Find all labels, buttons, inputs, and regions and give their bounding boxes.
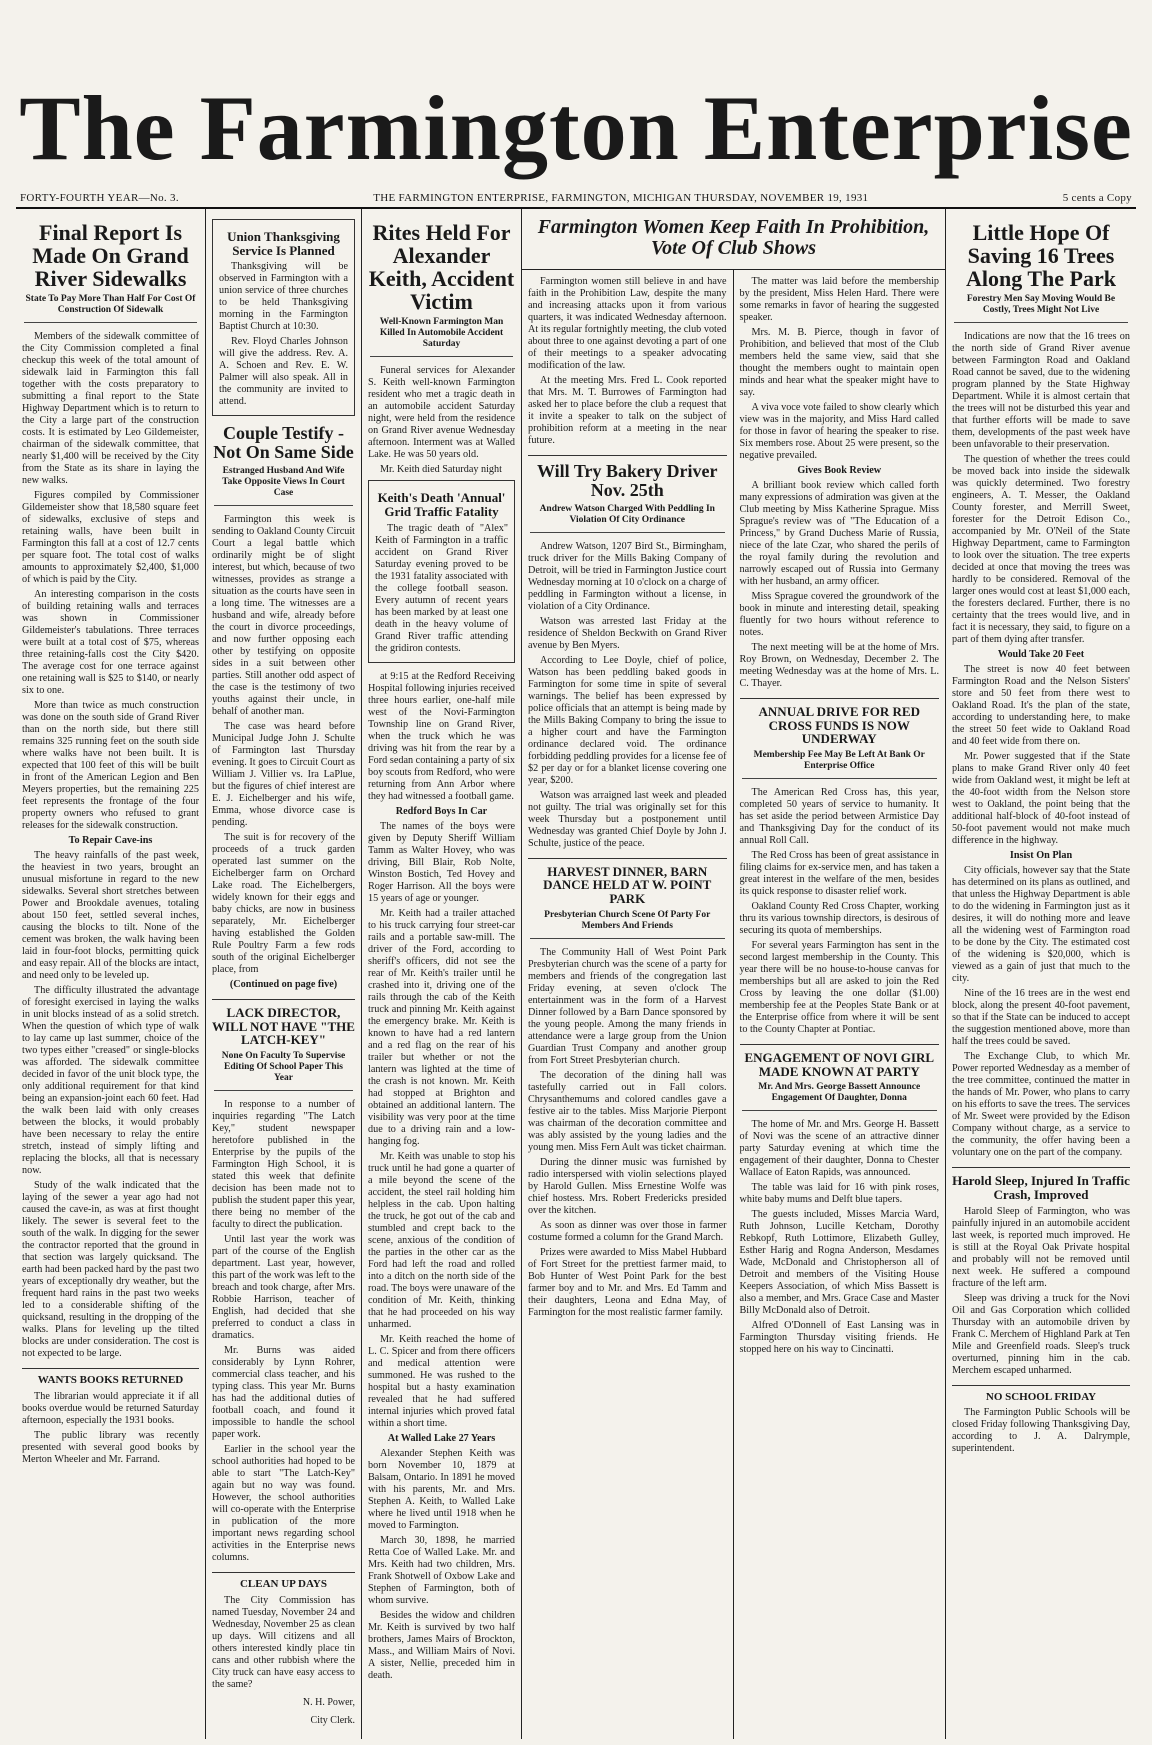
keith-paragraph: March 30, 1898, he married Retta Coe of Walled Lake. Mr. and Mrs. Keith had two children, Mrs. Frank Shotwell of Oxbow Lake and Stephen of Farmington, both of whom survive.: [368, 1534, 515, 1606]
school-headline: NO SCHOOL FRIDAY: [985, 1390, 1097, 1403]
red-cross-headline: ANNUAL DRIVE FOR RED CROSS FUNDS IS NOW UNDERWAY: [758, 704, 920, 747]
divider: [528, 455, 727, 456]
cleanup-signature-name: N. H. Power,: [302, 1696, 355, 1708]
couple-paragraph: Farmington this week is sending to Oakland County Circuit Court a legal battle which ordinarily might be of slight interest, but which, because of two witnesses, provides as strange a situation as the courts have seen in a long time. The witnesses are a husband and wife, already before the court in divorce proceedings, and now further opposing each other by testifying on opposite sides in a suit between other parties. Still another odd aspect of the case is the testimony of two youths against their uncle, in behalf of another man.: [212, 514, 355, 718]
engagement-paragraph: Alfred O'Donnell of East Lansing was in Farmington Thursday visiting friends. He stopped here on his way to Cincinatti.: [739, 1320, 939, 1356]
trees-headline: Little Hope Of Saving 16 Trees Along The Park: [966, 220, 1116, 292]
latchkey-paragraph: Until last year the work was part of the course of the English department. Last year, however, this part of the work was left to the breach and took charge, after Mrs. Robbie Harrison, teacher of English, had decided that she preferred to conduct a class in dramatics.: [212, 1233, 355, 1341]
divider: [952, 1167, 1130, 1168]
harvest-paragraph: As soon as dinner was over those in farmer costume formed a column for the Grand March.: [528, 1219, 727, 1243]
trees-subhead: Insist On Plan: [1009, 850, 1073, 862]
volume-number: FORTY-FOURTH YEAR—No. 3.: [20, 192, 179, 204]
red-cross-paragraph: For several years Farmington has sent in the second largest membership in the County. This year there will be no house-to-house canvas for memberships but all are asked to join the Red Cross by leaving the one dollar ($1.00) membership fee at the Peoples State Bank or at the Enterprise office from where it will be sent to the County Chapter at Pontiac.: [739, 939, 939, 1035]
column-3: [362, 209, 522, 1739]
sidewalk-subhead: To Repair Cave-ins: [68, 835, 153, 847]
red-cross-paragraph: The Red Cross has been of great assistance in filing claims for ex-service men, and has taken a great interest in the welfare of the men, besides its quick response to disaster relief work.: [739, 849, 939, 897]
sidewalk-headline: Final Report Is Made On Grand River Sidewalks: [32, 220, 189, 292]
divider: [952, 1385, 1130, 1386]
harvest-paragraph: The Community Hall of West Point Park Presbyterian church was the scene of a party for members and friends of the congregation last Friday evening, at seven o'clock The entertainment was in the form of a Harvest Dinner followed by a Barn Dance sponsored by the young people. Among the many friends in attendance were a large group from the Union Guardian Trust Company and another group from Fort Street Presbyterian church.: [528, 946, 727, 1066]
prohibition-paragraph: Farmington women still believe in and have faith in the Prohibition Law, despite the many and increasing attacks upon it from various quarters, it was indicated Wednesday afternoon. At its regular fortnightly meeting, the club voted about three to one against devoting a part of one of their meetings to a speaker advocating modification of the law.: [528, 276, 727, 371]
grid-fatality-headline: Keith's Death 'Annual' Grid Traffic Fatality: [377, 490, 506, 520]
cleanup-signature-title: City Clerk.: [310, 1714, 355, 1726]
books-paragraph: The public library was recently presented with several good books by Merton Wheeler and Mr. Farrand.: [22, 1429, 199, 1465]
keith-paragraph: at 9:15 at the Redford Receiving Hospital following injuries received three hours earlier, one-half mile west of the Novi-Farmington Township line on Grand River, when the truck which he was driving was hit from the rear by a Ford sedan containing a party of six boy scouts from Redford, who were returning from Ann Arbor where they had witnessed a football game.: [368, 670, 515, 802]
thanksgiving-box: [212, 219, 355, 416]
book-review-subhead: Gives Book Review: [797, 465, 882, 476]
columns: [16, 209, 1136, 1739]
latchkey-paragraph: Mr. Burns was aided considerably by Lynn Rohrer, commercial class teacher, and his typing class. This year Mr. Burns has had the additional duties of football coach, and found it impossible to handle the school paper work.: [212, 1344, 355, 1440]
keith-paragraph: Alexander Stephen Keith was born November 10, 1879 at Balsam, Ontario. In 1891 he moved with his parents, Mr. and Mrs. Stephen A. Keith, to Walled Lake where he lived until 1918 when he moved to Farmington.: [368, 1447, 515, 1531]
dateline: [16, 192, 1136, 204]
couple-paragraph: The suit is for recovery of the proceeds of a truck garden operated last summer on the Eichelberger farm on Orchard Lake road. The Eichelbergers, widely known for their eggs and baby chicks, are now in business separately, Mr. Eichelberger having established the Golden Rule Poultry Farm a few rods south of the original Eichelberger place, from: [212, 832, 355, 976]
trees-paragraph: The street is now 40 feet between Farmington Road and the Nelson Sisters' store and 50 feet from there west to Oakland Road. It's the plan of the state, according to understanding here, to make the street 50 feet wide to Oakland Road and 40 feet wide from there on.: [952, 664, 1130, 748]
red-cross-deck: Membership Fee May Be Left At Bank Or Enterprise Office: [742, 750, 938, 779]
sidewalk-paragraph: An interesting comparison in the costs of building retaining walls and terraces was shown in Commissioner Gildemeister's tabulations. Three terraces were built at a total cost of $75, whereas three retaining-falls cost the City $420. The average cost for one terrace against one retaining wall is $25 to $140, or nearly six to one.: [22, 589, 199, 697]
trees-paragraph: The question of whether the trees could be moved back into inside the sidewalk was quickly determined. Two forestry engineers, A. T. Messer, the Oakland County forester, and Merrill Sweet, forester for the Detroit Edison Co., accompanied by Mr. O'Neil of the State Highway Department, came to Farmington to look over the situation. The tree experts decided at once that moving the trees was hardly to be considered. Removal of the larger ones would cost at least $1,000 each, the foresters declared. Further, there is no certainty that the trees would live, and in fact it is necessary, they said, to figure on a part of them dying after transfer.: [952, 454, 1130, 646]
keith-headline: Rites Held For Alexander Keith, Accident Victim: [368, 220, 515, 315]
column-4-5: [522, 209, 946, 1739]
price: 5 cents a Copy: [1062, 192, 1132, 204]
couple-deck: Estranged Husband And Wife Take Opposite Views In Court Case: [214, 466, 353, 506]
trees-paragraph: Mr. Power suggested that if the State plans to make Grand River only 40 feet wide from Oakland west, it might be left at the 40-foot width from the Nelson store west to Oakland, the point being that the additional half-block of 40-foot instead of 50-foot pavement would not make much difference in the highway.: [952, 751, 1130, 847]
keith-paragraph: Mr. Keith had a trailer attached to his truck carrying four street-car rails and a portable saw-mill. The driver of the Ford, according to sheriff's officers, did not see the rear of Mr. Keith's trailer until he crashed into it, driving one of the rails through the cab of the Keith truck and pinning Mr. Keith against the emergency brake. Mr. Keith is known to have had a red lantern and a red flag on the rear of his trailer but whether or not the lantern was lighted at the time of the crash is not known. Mr. Keith had stopped at Brighton and obtained an additional lantern. The visibility was very poor at the time due to a driving rain and a low-hanging fog.: [368, 907, 515, 1147]
prohibition-paragraph: The matter was laid before the membership by the president, Miss Helen Hard. There were some remarks in favor of hearing the suggested speaker.: [739, 276, 939, 323]
red-cross-paragraph: Oakland County Red Cross Chapter, working thru its various township directors, is desirous of securing its quota of memberships.: [739, 900, 939, 936]
keith-paragraph: Funeral services for Alexander S. Keith well-known Farmington resident who met a tragic death in an automobile accident Saturday night, were held from the residence on Grand River avenue Wednesday afternoon. Interment was at Walled Lake. He was 50 years old.: [368, 365, 515, 461]
bakery-paragraph: According to Lee Doyle, chief of police, Watson has been peddling baked goods in Farmington for some time in spite of several warnings. The belief has been expressed by police officials that an attempt is being made by the Mills Baking Company to bring the issue to a higher court and have the Farmington ordinance declared void. The ordinance forbidding peddling provides for a license fee of $2 per day or for a blanket license covering one year, $200.: [528, 654, 727, 786]
thanksgiving-paragraph: Rev. Floyd Charles Johnson will give the address. Rev. A. A. Schoen and Rev. E. W. Palmer will also speak. All in the community are invited to attend.: [219, 336, 348, 408]
engagement-deck: Mr. And Mrs. George Bassett Announce Engagement Of Daughter, Donna: [742, 1082, 938, 1111]
sleep-headline: Harold Sleep, Injured In Traffic Crash, Improved: [952, 1173, 1130, 1202]
couple-headline: Couple Testify - Not On Same Side: [213, 423, 354, 463]
keith-subhead: Redford Boys In Car: [395, 805, 488, 817]
sidewalk-deck: State To Pay More Than Half For Cost Of Construction Of Sidewalk: [24, 294, 197, 323]
column-1: [16, 209, 206, 1739]
keith-paragraph: Mr. Keith reached the home of L. C. Spicer and from there officers and medical attention were summoned. He was rushed to the hospital but a hasty examination revealed that he had suffered internal injuries which proved fatal within a short time.: [368, 1333, 515, 1429]
latchkey-paragraph: Earlier in the school year the school authorities had hoped to be able to start "The Latch-Key" again but no way was found. However, the school authorities will co-operate with the Enterprise in publication of the more important news regarding school activities in the Enterprise news columns.: [212, 1443, 355, 1563]
keith-paragraph: Besides the widow and children Mr. Keith is survived by two half brothers, James Mairs of Brockton, Mass., and William Mairs of Novi. A sister, Nellie, preceded him in death.: [368, 1609, 515, 1681]
prohibition-head: [522, 209, 945, 270]
column-5: [734, 270, 946, 1739]
prohibition-paragraph: Mrs. M. B. Pierce, though in favor of Prohibition, and believed that most of the Club members held the same view, said that she thought the members ought to maintain open minds and hear what the speaker might have to say.: [739, 327, 939, 398]
continued-note: (Continued on page five): [229, 979, 338, 991]
book-review-paragraph: The next meeting will be at the home of Mrs. Roy Brown, on Wednesday, December 2. The meeting Wednesday was at the home of Mrs. L. C. Thayer.: [739, 642, 939, 689]
books-paragraph: The librarian would appreciate it if all books overdue would be returned Saturday afternoon, especially the 1931 books.: [22, 1390, 199, 1426]
engagement-paragraph: The guests included, Misses Marcia Ward, Ruth Johnson, Lucille Ketcham, Dorothy Rebkopf, Ruth Lottimore, Elizabeth Gulley, Esther Harig and Rogna Anderson, Mesdames Wade, McDonald and Christopherson all of Detroit and members of the Visiting House Keepers Association, of which Miss Bassett is also a member, and Mrs. Grace Case and Master Billy McDonald also of Detroit.: [739, 1209, 939, 1317]
dateline-text: THE FARMINGTON ENTERPRISE, FARMINGTON, MICHIGAN THURSDAY, NOVEMBER 19, 1931: [373, 192, 869, 204]
harvest-headline: HARVEST DINNER, BARN DANCE HELD AT W. POINT PARK: [543, 863, 712, 907]
grid-fatality-paragraph: The tragic death of "Alex" Keith of Farmington in a traffic accident on Grand River Saturday evening proved to be the 1931 fatality associated with the college football season. Every autumn of recent years has been marked by at least one death in the heavy volume of Grand River traffic attending the gridiron contests.: [375, 522, 508, 654]
grid-fatality-box: [368, 480, 515, 662]
keith-paragraph: Mr. Keith died Saturday night: [380, 464, 502, 476]
sidewalk-paragraph: Figures compiled by Commissioner Gildemeister show that 18,580 square feet of sidewalks, exclusive of steps and retaining walls, have been built in Farmington this fall at a cost of 12.7 cents per square foot. The total cost of walks amounts to approximately $2,400, $1,000 of which is paid by the City.: [22, 490, 199, 586]
keith-deck: Well-Known Farmington Man Killed In Automobile Accident Saturday: [370, 317, 513, 357]
prohibition-headline: Farmington Women Keep Faith In Prohibition, Vote Of Club Shows: [537, 216, 930, 259]
divider: [22, 1368, 199, 1369]
thanksgiving-headline: Union Thanksgiving Service Is Planned: [227, 229, 340, 258]
trees-paragraph: City officials, however say that the State has determined on its plans as outlined, and that unless the Highway Department is able to do the widening in Farmington just as it desires, it will do nothing more and leave all the widening west of Farmington road to be done by the City. The estimated cost of the widening is $20,000, which is viewed as a gain of just that much to the city.: [952, 865, 1130, 985]
sidewalk-paragraph: More than twice as much construction was done on the south side of Grand River than on the north side, but there still remains 325 running feet on the south side where walks have not been built. It is expected that 100 feet of this will be built in front of the American Legion and Ben Meyers properties, but the remaining 225 feet represents the frontage of the four property owners who refused to grant releases for the sidewalk construction.: [22, 700, 199, 832]
sidewalk-paragraph: Study of the walk indicated that the laying of the sewer a year ago had not caused the cave-in, as was at first thought likely. The sewer is several feet to the south of the walk. In digging for the sewer the contractor reported that the ground in that section was largely quicksand. The earth had been packed hard by the past two years of exceptionally dry weather, but the frequent hard rains in the past two weeks led to a considerable shifting of the quicksand, resulting in the dropping of the walks. Plans for leveling up the tilted blocks are under consideration. The cost is not expected to be large.: [22, 1180, 199, 1360]
harvest-deck: Presbyterian Church Scene Of Party For Members And Friends: [530, 910, 725, 939]
keith-paragraph: Mr. Keith was unable to stop his truck until he had gone a quarter of a mile beyond the scene of the accident, the steel rail holding him helpless in the cab. Upon halting the truck, he got out of the cab and stumbled and crept back to the scene, anxious of the condition of the parties in the other car as the Ford had left the road and rolled into a ditch on the north side of the road. The boys were unaware of the condition of Mr. Keith, thinking that he had proceeded on his way unharmed.: [368, 1150, 515, 1330]
trees-paragraph: Nine of the 16 trees are in the west end block, along the present 40-foot pavement, so that if the State can be induced to accept the suggestion mentioned above, more than half the trees could be saved.: [952, 988, 1130, 1048]
trees-subhead: Would Take 20 Feet: [997, 649, 1085, 661]
engagement-headline: ENGAGEMENT OF NOVI GIRL MADE KNOWN AT PARTY: [744, 1049, 935, 1079]
cleanup-headline: CLEAN UP DAYS: [239, 1577, 327, 1590]
latchkey-headline: LACK DIRECTOR, WILL NOT HAVE "THE LATCH-KEY": [212, 1005, 355, 1048]
column-2: [206, 209, 362, 1739]
prohibition-columns: [522, 270, 945, 1739]
engagement-paragraph: The table was laid for 16 with pink roses, white baby mums and Delft blue tapers.: [739, 1182, 939, 1206]
keith-subhead: At Walled Lake 27 Years: [387, 1432, 496, 1444]
bakery-headline: Will Try Bakery Driver Nov. 25th: [537, 461, 718, 500]
keith-paragraph: The names of the boys were given by Deputy Sheriff William Tamm as Walter Hovey, who was driving, Bill Blair, Rob Nolte, Winston Bostich, Ted Hovey and Roger Harrison. All the boys were 15 years of age or younger.: [368, 820, 515, 904]
engagement-paragraph: The home of Mr. and Mrs. George H. Bassett of Novi was the scene of an attractive dinner party Saturday evening at which time the engagement of their daughter, Donna to Chester Wallace of Eaton Rapids, was announced.: [739, 1119, 939, 1179]
divider: [212, 999, 355, 1000]
thanksgiving-paragraph: Thanksgiving will be observed in Farmington with a union service of three churches to be held Thanksgiving morning in the Farmington Baptist Church at 10:30.: [219, 261, 348, 333]
newspaper-page: [16, 0, 1136, 1725]
books-headline: WANTS BOOKS RETURNED: [37, 1374, 184, 1387]
sidewalk-paragraph: The heavy rainfalls of the past week, the heaviest in two years, brought an unusual misfortune in regard to the new sidewalks. Several short stretches between Power and Brookdale avenues, totaling about 150 feet, settled several inches, causing the blocks to tilt. None of the cement was broken, the walk having been laid in four-foot blocks, permitting quick and easy repair. All of the blocks are intact, and need only to be leveled up.: [22, 850, 199, 982]
trees-paragraph: Indications are now that the 16 trees on the north side of Grand River avenue between Farmington Road and Oakland Road cannot be saved, due to the widening program planned by the State Highway Department. While it is almost certain that the trees will not be disturbed this year and that further efforts will be made to save them, developments of the past week have been unfavorable to their preservation.: [952, 331, 1130, 451]
latchkey-paragraph: In response to a number of inquiries regarding "The Latch Key," student newspaper heretofore published in the Enterprise by the pupils of the Farmington High School, it is stated this week that definite decision has been made not to publish the student paper this year, there being no member of the faculty to direct the publication.: [212, 1098, 355, 1230]
column-4: [522, 270, 734, 1739]
bakery-paragraph: Andrew Watson, 1207 Bird St., Birmingham, truck driver for the Mills Baking Company of Detroit, will be tried in Farmington Justice court Wednesday morning at 10 o'clock on a charge of peddling in Farmington without a license, in violation of a City Ordinance.: [528, 540, 727, 612]
divider: [212, 1572, 355, 1573]
bakery-paragraph: Watson was arraigned last week and pleaded not guilty. The trial was originally set for this week Thursday but a postponement until Wednesday was granted Chief Doyle by John J. Schulte, justice of the peace.: [528, 789, 727, 849]
trees-deck: Forestry Men Say Moving Would Be Costly, Trees Might Not Live: [954, 294, 1128, 323]
trees-paragraph: The Exchange Club, to which Mr. Power reported Wednesday as a member of the tree committee, continued the matter in the hands of Mr. Power, who plans to carry on his efforts to save the trees. The services of Mr. Sweet were provided by the Edison Company without charge, as a service to the community, the offer having been a voluntary one on the part of the company.: [952, 1051, 1130, 1159]
sidewalk-paragraph: The difficulty illustrated the advantage of foresight exercised in laying the walks in unit blocks instead of as a solid stretch. When the question of which type of walk to lay came up last summer, choice of the two types either "creased" or single-blocks was afforded. The sidewalk committee decided in favor of the unit block type, the only additional requirement for that kind being an expansion-joint each 60 feet. Had the walk been laid with only creases between the blocks, it would probably have been necessary to relay the entire stretch, instead of simply lifting and replacing the blocks, all that is necessary now.: [22, 985, 199, 1177]
couple-paragraph: The case was heard before Municipal Judge John J. Schulte of Farmington last Thursday evening. It goes to Circuit Court as William J. Villier vs. Ira LaPlue, but the figures of chief interest are E. J. Eichelberger and his wife, Emma, whose divorce case is pending.: [212, 721, 355, 829]
bakery-paragraph: Watson was arrested last Friday at the residence of Sheldon Beckwith on Grand River avenue by Ben Myers.: [528, 615, 727, 651]
harvest-paragraph: The decoration of the dining hall was tastefully carried out in Fall colors. Chrysanthemums and colored candles gave a festive air to the tables. Miss Marjorie Pierpont was chairman of the decoration committee and was ably assisted by the young ladies and the young men. Miss Fern Ault was ticket chairman.: [528, 1069, 727, 1153]
masthead-title: The Farmington Enterprise: [19, 77, 1133, 179]
bakery-deck: Andrew Watson Charged With Peddling In Violation Of City Ordinance: [530, 504, 725, 533]
book-review-paragraph: A brilliant book review which called forth many expressions of admiration was given at the Club meeting by Miss Katherine Sprague. Miss Sprague's review was of "The Education of a Princess," by Grand Duchess Marie of Russia, niece of the late Czar, who shared the perils of the royal family during the revolution and narrowly escaped out of Russia into Germany with her husband, an army officer.: [739, 480, 939, 587]
sidewalk-paragraph: Members of the sidewalk committee of the City Commission completed a final checkup this week of the total amount of sidewalk laid in Farmington this fall together with the costs preparatory to submitting a final report to the State Highway Department which is to return to the City a large part of the construction costs. It is estimated by Leo Gildemeister, chairman of the sidewalk committee, that nearly $1,400 will be received by the City from the State as its share in laying the new walks.: [22, 331, 199, 487]
red-cross-paragraph: The American Red Cross has, this year, completed 50 years of service to humanity. It has set aside the period between Armistice Day and Thanksgiving Day for the conduct of its annual Roll Call.: [739, 786, 939, 846]
sleep-paragraph: Sleep was driving a truck for the Novi Oil and Gas Corporation which collided Thursday with an automobile driven by Frank C. Merchem of Highland Park at Ten Mile and Greenfield roads. Sleep's truck overturned, pinning him in the cab. Merchem escaped unharmed.: [952, 1292, 1130, 1376]
latchkey-deck: None On Faculty To Supervise Editing Of School Paper This Year: [214, 1051, 353, 1091]
divider: [528, 858, 727, 859]
sleep-paragraph: Harold Sleep of Farmington, who was painfully injured in an automobile accident last week, is reported much improved. He is still at the Royal Oak Private hospital and probably will not be removed until next week. He suffered a compound fracture of the left arm.: [952, 1205, 1130, 1289]
prohibition-paragraph: At the meeting Mrs. Fred L. Cook reported that Mrs. M. T. Burrowes of Farmington had asked her to place before the club a request that it invite a speaker to talk on the subject of prohibition reform at a meeting in the near future.: [528, 375, 727, 446]
school-paragraph: The Farmington Public Schools will be closed Friday following Thanksgiving Day, according to J. A. Dalrymple, superintendent.: [952, 1407, 1130, 1455]
harvest-paragraph: During the dinner music was furnished by radio interspersed with violin selections played by Harold Gullen. Miss Ernestine Wolfe was chief hostess. Mrs. Robert Fredericks presided over the kitchen.: [528, 1156, 727, 1216]
column-6: [946, 209, 1136, 1739]
harvest-paragraph: Prizes were awarded to Miss Mabel Hubbard of Fort Street for the prettiest farmer maid, to Bob Hunter of West Point Park for the best farmer boy and to Mr. and Mrs. Ed Tamm and their daughters, Leona and Edna May, of Farmington for the most realistic farmer family.: [528, 1246, 727, 1318]
divider: [740, 1044, 940, 1045]
divider: [740, 698, 940, 699]
book-review-paragraph: Miss Sprague covered the groundwork of the book in minute and interesting detail, speaking fluently for two hours without reference to notes.: [739, 591, 939, 638]
cleanup-paragraph: The City Commission has named Tuesday, November 24 and Wednesday, November 25 as clean up days. Will citizens and all others interested kindly place tin cans and other rubbish where the City truck can have easy access to the same?: [212, 1594, 355, 1690]
prohibition-paragraph: A viva voce vote failed to show clearly which view was in the majority, and Miss Hard called for those in favor of hearing the speaker to rise. Six members rose. About 25 were present, so the negative prevailed.: [739, 402, 939, 461]
